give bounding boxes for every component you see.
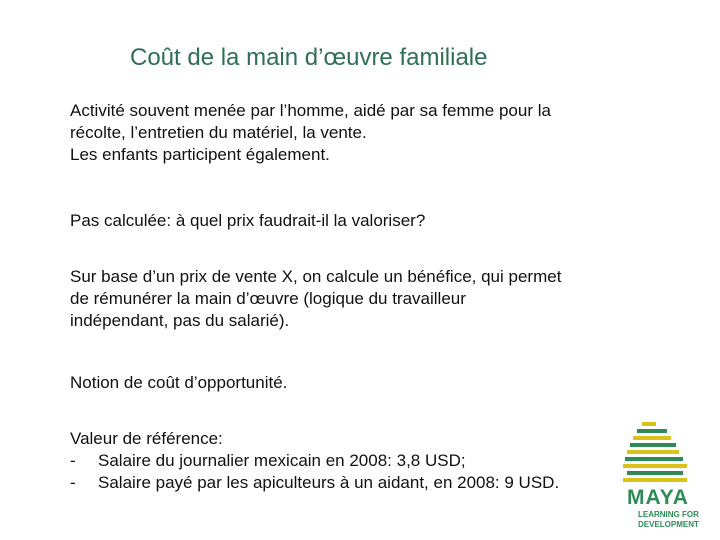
paragraph-line: Sur base d’un prix de vente X, on calcule un bénéfice, qui permet [70,267,562,286]
logo-tagline: LEARNING FOR DEVELOPMENT [638,510,699,529]
paragraph-family-activity [70,100,710,166]
paragraph-line: indépendant, pas du salarié). [70,311,290,330]
paragraph-line: Les enfants participent également. [70,145,330,164]
reference-list [70,450,710,494]
list-item-text: Salaire du journalier mexicain en 2008: 3,8 USD; [98,451,466,470]
reference-heading: Valeur de référence: [70,429,223,448]
paragraph-line: récolte, l’entretien du matériel, la vente. [70,123,367,142]
paragraph-line: de rémunérer la main d’œuvre (logique du travailleur [70,289,466,308]
paragraph-sale-price-basis [70,266,710,332]
list-item [70,472,710,494]
list-dash: - [70,451,76,470]
reference-values [70,428,710,494]
list-item-text: Salaire payé par les apiculteurs à un aidant, en 2008: 9 USD. [98,473,560,492]
list-dash: - [70,473,76,492]
paragraph-line: Notion de coût d’opportunité. [70,373,288,392]
paragraph-line: Pas calculée: à quel prix faudrait-il la valoriser? [70,211,426,230]
logo-wordmark: MAYA [627,486,689,509]
paragraph-not-calculated [70,210,710,232]
list-item [70,450,710,472]
paragraph-opportunity-cost [70,372,710,394]
paragraph-line: Activité souvent menée par l’homme, aidé par sa femme pour la [70,101,551,120]
slide-title: Coût de la main d’œuvre familiale [130,44,488,71]
